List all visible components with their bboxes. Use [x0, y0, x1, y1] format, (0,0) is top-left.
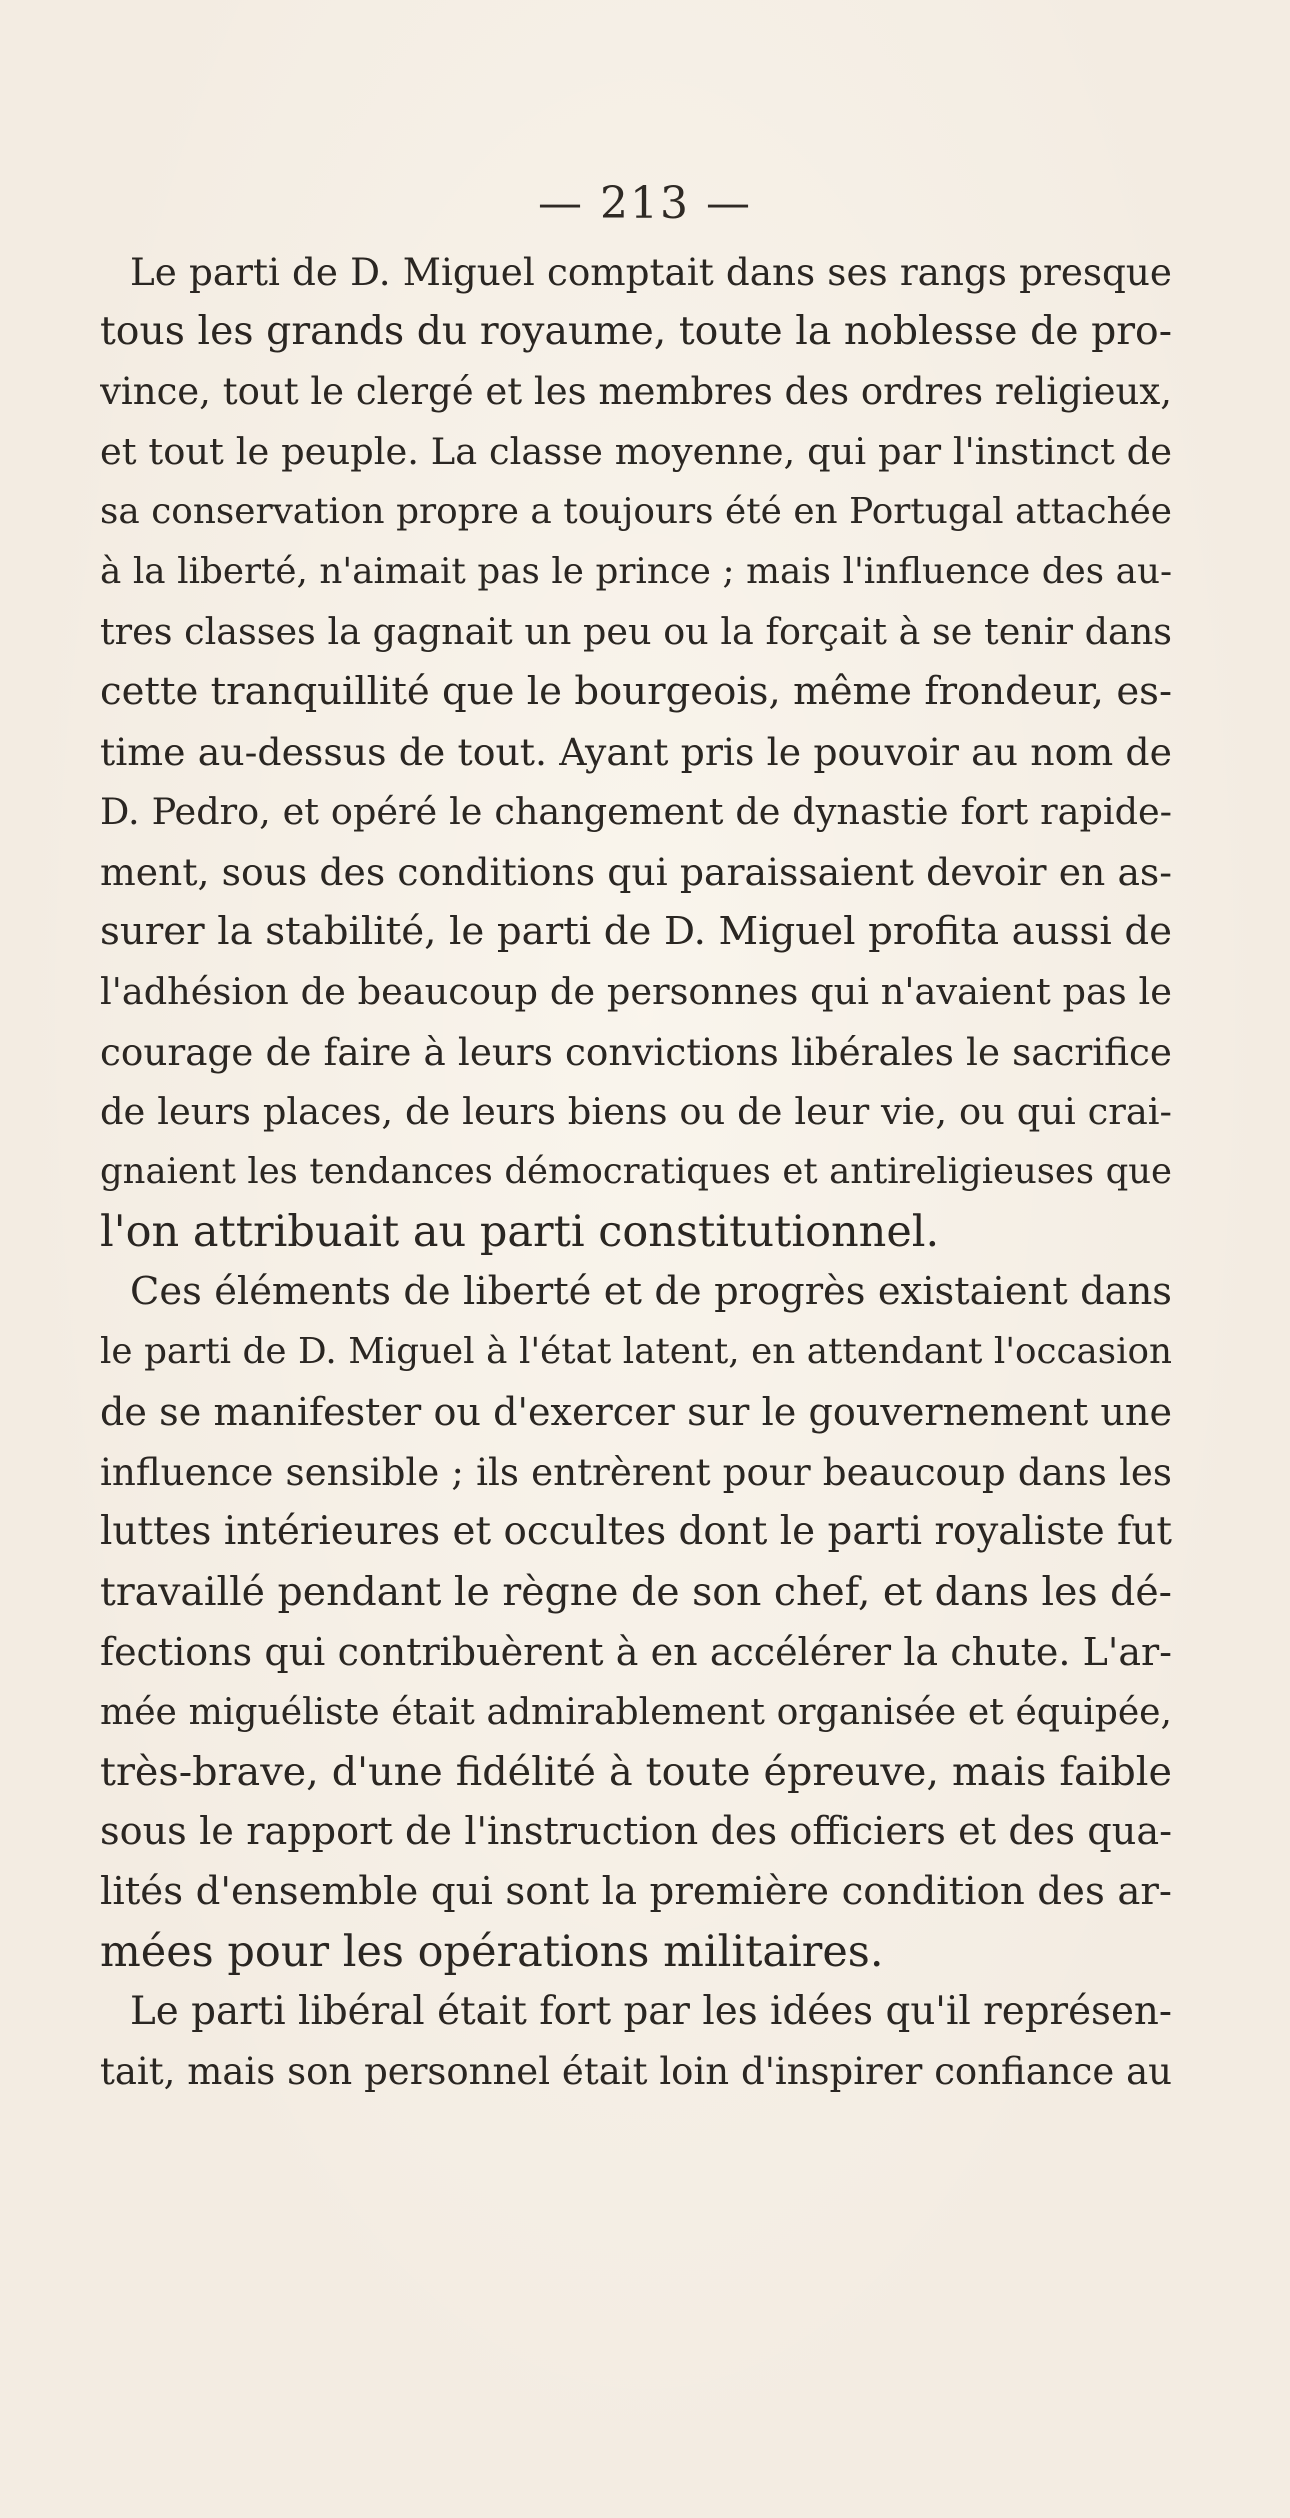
text-line: à la liberté, n'aimait pas le prince ; mais l'influence des au- — [100, 551, 1172, 592]
text-line: le parti de D. Miguel à l'état latent, en attendant l'occasion — [100, 1331, 1172, 1372]
text-line: fections qui contribuèrent à en accélérer la chute. L'ar- — [100, 1630, 1172, 1674]
text-line: l'adhésion de beaucoup de personnes qui n'avaient pas le — [100, 970, 1172, 1013]
text-line: vince, tout le clergé et les membres des ordres religieux, — [100, 370, 1172, 413]
text-line: influence sensible ; ils entrèrent pour beaucoup dans les — [100, 1450, 1172, 1494]
text-line: l'on attribuait au parti constitutionnel. — [100, 1207, 940, 1257]
text-line: sa conservation propre a toujours été en Portugal attachée — [100, 491, 1172, 532]
body-text — [100, 242, 1172, 2102]
text-line: travaillé pendant le règne de son chef, et dans les dé- — [100, 1569, 1172, 1615]
text-line: gnaient les tendances démocratiques et antireligieuses que — [100, 1151, 1172, 1192]
text-line: mées pour les opérations militaires. — [100, 1927, 884, 1977]
text-line: luttes intérieures et occultes dont le parti royaliste fut — [100, 1509, 1172, 1554]
page-number: — 213 — — [538, 178, 752, 229]
text-line: lités d'ensemble qui sont la première condition des ar- — [100, 1869, 1172, 1914]
text-line: cette tranquillité que le bourgeois, même frondeur, es- — [100, 669, 1172, 714]
text-line: mée miguéliste était admirablement organisée et équipée, — [100, 1691, 1172, 1733]
text-line: D. Pedro, et opéré le changement de dynastie fort rapide- — [100, 790, 1172, 833]
text-line: tres classes la gagnait un peu ou la forçait à se tenir dans — [100, 610, 1172, 653]
text-line: Le parti libéral était fort par les idées qu'il représen- — [130, 1989, 1172, 2034]
text-line: de se manifester ou d'exercer sur le gouvernement une — [100, 1390, 1172, 1434]
text-line: surer la stabilité, le parti de D. Miguel profita aussi de — [100, 909, 1172, 954]
text-line: time au-dessus de tout. Ayant pris le pouvoir au nom de — [100, 730, 1172, 774]
text-line: tous les grands du royaume, toute la noblesse de pro- — [100, 309, 1172, 354]
text-line: tait, mais son personnel était loin d'inspirer confiance au — [100, 2050, 1172, 2093]
text-line: ment, sous des conditions qui paraissaient devoir en as- — [100, 850, 1172, 894]
text-line: de leurs places, de leurs biens ou de leur vie, ou qui crai- — [100, 1090, 1172, 1133]
text-line: courage de faire à leurs convictions libérales le sacrifice — [100, 1030, 1172, 1074]
text-line: et tout le peuple. La classe moyenne, qui par l'instinct de — [100, 430, 1172, 473]
text-line: Ces éléments de liberté et de progrès existaient dans — [130, 1269, 1172, 1314]
text-line: sous le rapport de l'instruction des officiers et des qua- — [100, 1810, 1172, 1854]
text-line: très-brave, d'une fidélité à toute épreuve, mais faible — [100, 1749, 1172, 1795]
text-line: Le parti de D. Miguel comptait dans ses rangs presque — [130, 250, 1172, 294]
